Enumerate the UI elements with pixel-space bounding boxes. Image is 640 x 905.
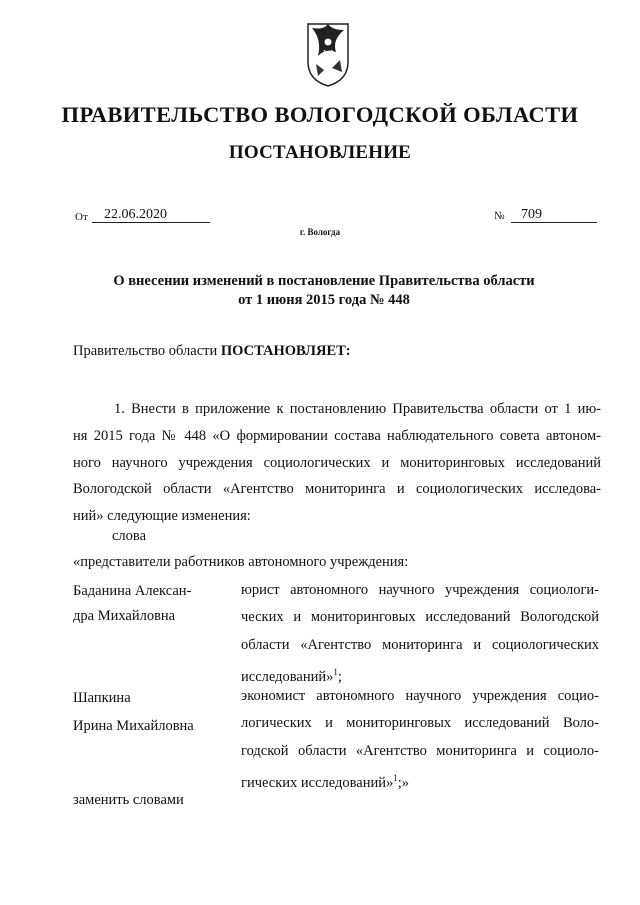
document-type: ПОСТАНОВЛЕНИЕ (228, 142, 412, 163)
document-date: 22.06.2020 (104, 207, 167, 222)
member-name-line: дра Михайловна (73, 608, 176, 624)
footnote-mark: 1 (333, 667, 338, 678)
city-label: г. Вологда (299, 227, 341, 237)
number-label: № (494, 210, 505, 222)
role-line: годской области «Агентство мониторинга и социоло- (241, 742, 599, 759)
document-subject (80, 272, 568, 310)
date-label: От (75, 211, 88, 223)
member-name (73, 686, 233, 739)
paragraph-1 (73, 396, 601, 530)
replace-with-label: заменить словами (73, 792, 184, 808)
quote-intro: «представители работников автономного учреждения: (73, 554, 409, 570)
member-role (241, 683, 599, 798)
paragraph-line: ний» следующие изменения: (73, 508, 251, 525)
subject-line: от 1 июня 2015 года № 448 (238, 292, 410, 308)
resolves-clause (73, 343, 351, 360)
member-name-line: Шапкина (73, 690, 131, 706)
member-role (241, 577, 599, 692)
paragraph-line: 1. Внести в приложение к постановлению Правительства области от 1 ию- (114, 401, 601, 417)
role-line-text: гических исследований» (241, 775, 394, 792)
role-line-text: исследований» (241, 669, 334, 686)
government-title: ПРАВИТЕЛЬСТВО ВОЛОГОДСКОЙ ОБЛАСТИ (61, 102, 579, 127)
role-line: ческих и мониторинговых исследований Вологодской (241, 609, 599, 626)
slova-label: слова (112, 528, 147, 544)
coat-of-arms-icon (302, 18, 354, 90)
subject-line: О внесении изменений в постановление Правительства области (113, 273, 535, 289)
resolves-keyword: ПОСТАНОВЛЯЕТ: (220, 343, 351, 359)
footnote-mark: 1 (393, 773, 398, 784)
paragraph-line: ня 2015 года № 448 «О формировании состава наблюдательного совета автоном- (73, 427, 601, 444)
role-line: логических и мониторинговых исследований Воло- (241, 715, 599, 732)
role-line: юрист автономного научного учреждения социологи- (241, 582, 599, 598)
paragraph-line: Вологодской области «Агентство мониторинга и социологических исследова- (73, 481, 601, 498)
role-line: области «Агентство мониторинга и социологических (241, 636, 599, 653)
member-name (73, 579, 233, 629)
resolves-prefix: Правительство области (73, 343, 221, 359)
role-suffix: ; (337, 669, 342, 686)
role-line: экономист автономного научного учреждения социо- (241, 688, 599, 704)
document-number: 709 (521, 207, 542, 222)
member-name-line: Баданина Алексан- (73, 583, 192, 599)
member-name-line: Ирина Михайловна (73, 718, 194, 734)
paragraph-line: ного научного учреждения социологических и мониторинговых исследований (73, 454, 601, 471)
role-line (241, 765, 599, 797)
role-suffix: ;» (397, 775, 410, 792)
